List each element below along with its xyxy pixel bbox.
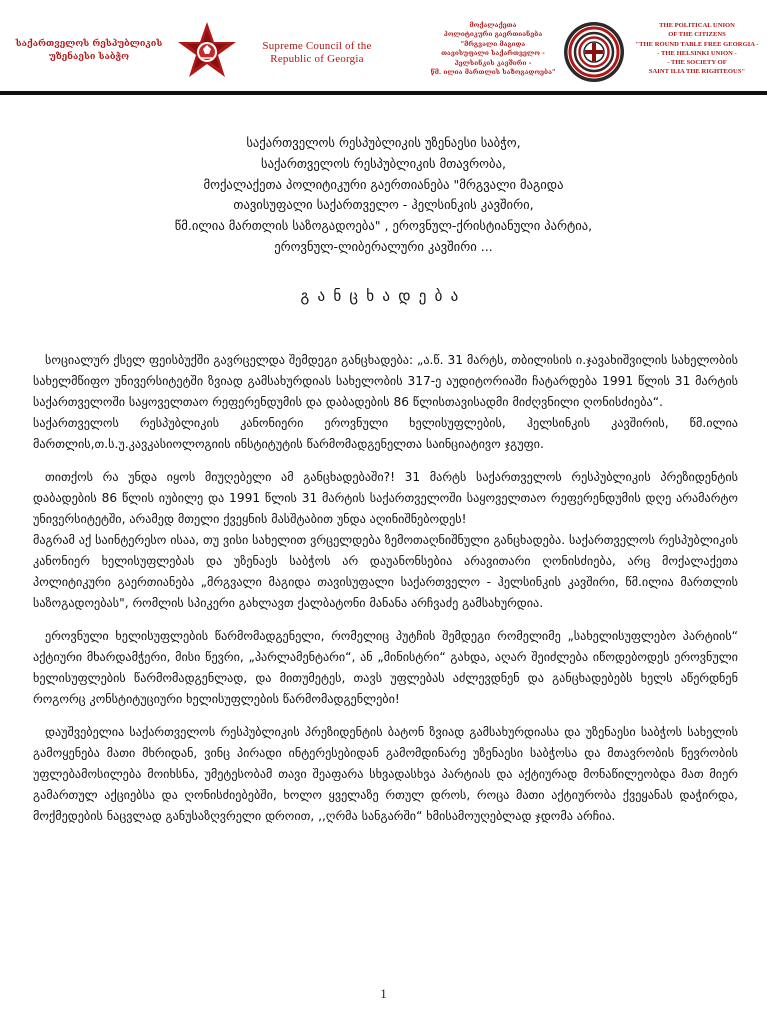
body-paragraph: საქართველოს რესპუბლიკის კანონიერი ეროვნული ხელისუფლების, ჰელსინკის კავშირის, წმ.ილია მართლის,თ.ს.უ.კავკასიოლოგიის ინსტიტუტის წარმომადგენელთა საინციატივო ჯგუფი. [33, 416, 738, 451]
letterhead-title-line: თავისუფალი საქართველო - [441, 49, 545, 58]
body-paragraph: დაუშვებელია საქართველოს რესპუბლიკის პრეზიდენტის ბატონ ზვიად გამსახურდიასა და უზენაესი საბჭოს სახელის გამოყენება მათი მხრიდან, ვინც პირადი ინტერესებიდან გამომდინარე უზენაესი საბჭოსა და მთავრობის წევრობის უფლებამოსილება მოიხსნა, უმეტესობამ თავი შეაფარა სხვადასხვა პარტიას და აქტიურად მონაწილეობდა მათ მიერ გამართულ აქციებსა და ღონისძიებებში, ხოლო ყველაზე რთულ დროს, როცა მათი აქტიურობა ქვეყანას დაჭირდა, მოქმედების ნაცვლად განუსაზღვრელი დროით, ,,ღრმა სანგარში“ ხმისამოუღებლად ჯდომა არჩია. [33, 725, 738, 823]
addressees-block [60, 133, 707, 258]
political-union-english-title [630, 21, 764, 77]
letterhead-title-line: Supreme Council of the [262, 40, 372, 52]
letterhead-title-line: წმ. ილია მართლის საზოგადოება" [430, 68, 556, 77]
letterhead-title-line: "მრგვალი მაგიდა [460, 39, 526, 48]
letterhead-title-line: საქართველოს რესპუბლიკის [15, 39, 163, 49]
body-paragraph: სოციალურ ქსელ ფეისბუქში გავრცელდა შემდეგი განცხადება: „ა.წ. 31 მარტს, თბილისის ი.ჯავახიშვილის სახელობის სახელმწიფო უნივერსიტეტში ზვიად გამსახურდიას სახელობის 317-ე აუდიტორიაში ჩატარდება 1991 წლის 31 მარტის საქართველოში საყოველთაო რეფერენდუმის და დაბადების 86 წლისთავისადმი მიძღვნილი ღონისძიება“. [33, 353, 738, 409]
declaration-body [33, 350, 738, 827]
declaration-title: განცხადება [300, 287, 467, 305]
letterhead [0, 0, 767, 92]
supreme-council-english-title [247, 40, 387, 66]
addressee-line: საქართველოს რესპუბლიკის მთავრობა, [261, 155, 506, 171]
letterhead-title-line: მოქალაქეთა [469, 21, 517, 29]
letterhead-title-line: SAINT ILIA THE RIGHTEOUS" [648, 68, 746, 76]
letterhead-title-line: Republic of Georgia [270, 53, 364, 65]
body-paragraph: ეროვნული ხელისუფლების წარმომადგენელი, რომელიც პუტჩის შემდეგი რომელიმე „სახელისუფლებო პარტიის“ აქტიური მხარდამჭერი, მისი წევრი, „პარლამენტარი“, ან „მინისტრი“ გახდა, აღარ შეიძლება იწოდებოდეს ეროვნული ხელისუფლების წარმომადგენლად, და მითუმეტეს, თავს უფლებას აძლევდნენ და განცხადებებს ხელს აწერდნენ როგორც კონსტიტუციური ხელისუფლების წარმომადგენლები! [33, 629, 738, 706]
letterhead-title-line: "THE ROUND TABLE FREE GEORGIA - [635, 40, 759, 48]
georgia-star-emblem-icon [176, 21, 238, 83]
letterhead-title-line: - THE SOCIETY OF [667, 59, 727, 67]
round-table-seal-icon [563, 21, 625, 83]
body-paragraph: თითქოს რა უნდა იყოს მიუღებელი ამ განცხადებაში?! 31 მარტს საქართველოს რესპუბლიკის პრეზიდენტის დაბადების 86 წლის იუბილე და 1991 წლის 31 მარტის საქართველოში საყოველთაო რეფერენდუმის დღე არამარტო უნივერსიტეტში, არამედ მთელი ქვეყნის მასშტაბით უნდა აღინიშნებოდეს! [33, 470, 738, 526]
letterhead-title-line: THE POLITICAL UNION [659, 22, 735, 29]
addressee-line: თავისუფალი საქართველო - ჰელსინკის კავშირი, [233, 197, 534, 213]
letterhead-title-line: უზენაესი საბჭო [48, 52, 130, 62]
political-union-georgian-title [428, 21, 558, 77]
letterhead-divider [0, 91, 767, 95]
supreme-council-georgian-title [8, 38, 170, 64]
letterhead-title-line: OF THE CITIZENS [668, 31, 726, 39]
addressee-line: ეროვნულ-ლიბერალური კავშირი ... [274, 238, 493, 254]
page-number: 1 [380, 986, 387, 1001]
addressee-line: საქართველოს რესპუბლიკის უზენაესი საბჭო, [246, 135, 521, 150]
letterhead-title-line: - THE HELSINKI UNION - [657, 49, 737, 57]
letterhead-title-line: პოლიტიკური გაერთიანება [443, 30, 543, 39]
letterhead-title-line: ჰელსინკის კავშირი - [454, 58, 532, 67]
body-paragraph: მაგრამ აქ საინტერესო ისაა, თუ ვისი სახელით ვრცელდება ზემოთაღნიშნული განცხადება. საქართველოს რესპუბლიკის კანონიერ ხელისუფლებას და უზენაეს საბჭოს არ დაუანონსებია არავითარი ღონისძიება, არც მოქალაქეთა პოლიტიკური გაერთიანება „მრგვალი მაგიდა თავისუფალი საქართველო - ჰელსინკის კავშირი, წმ.ილია მართლის საზოგადოებას", რომლის სპიკერი გახლავთ ქალბატონი მანანა არჩვაძე გამსახურდია. [33, 533, 738, 610]
addressee-line: წმ.ილია მართლის საზოგადოება" , ეროვნულ-ქრისტიანული პარტია, [174, 218, 593, 234]
addressee-line: მოქალაქეთა პოლიტიკური გაერთიანება "მრგვალი მაგიდა [203, 176, 564, 192]
